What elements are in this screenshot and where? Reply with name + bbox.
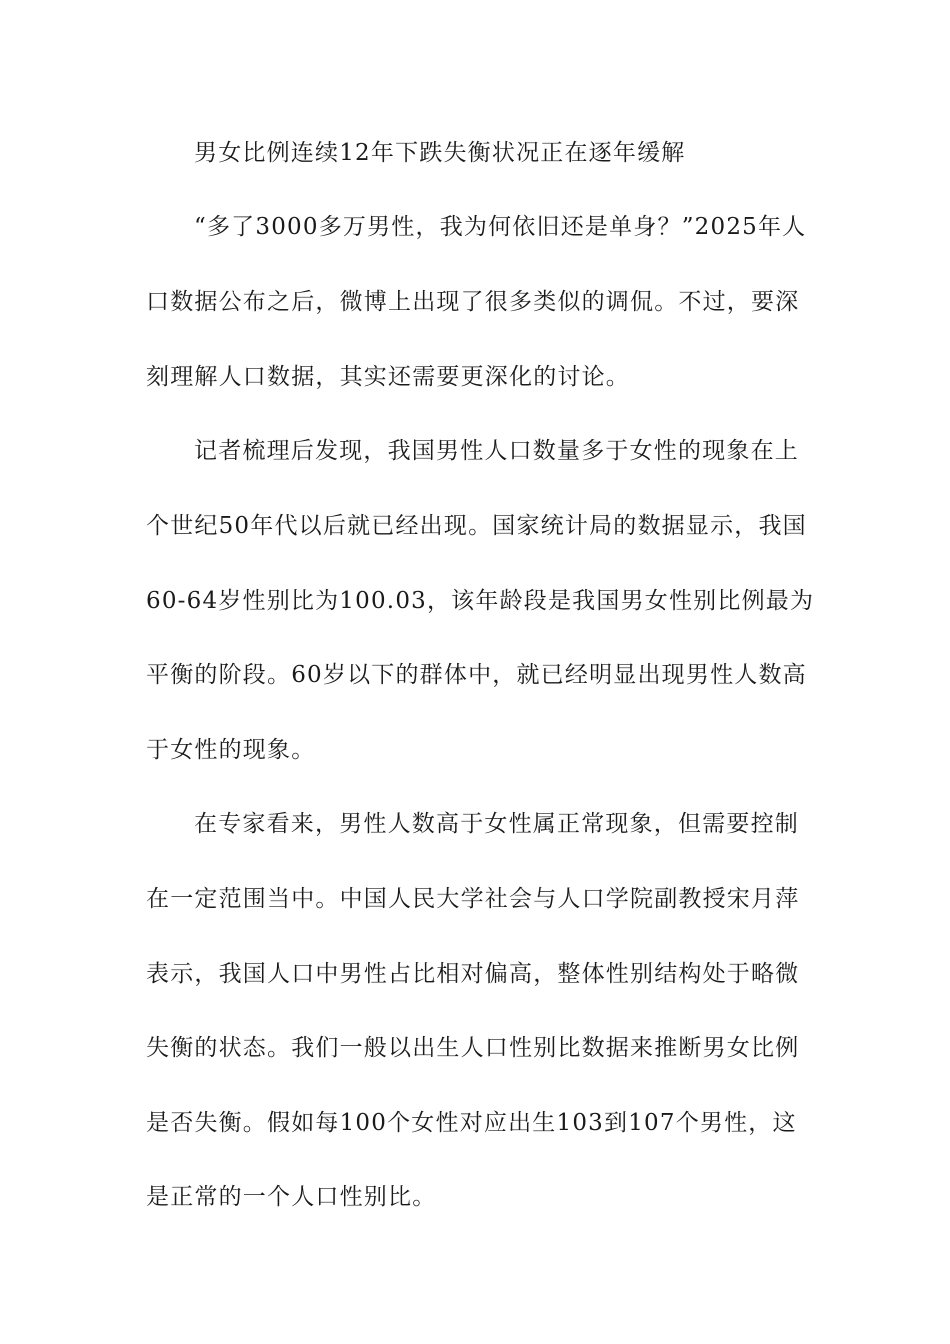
paragraph-2-line-3: 60-64岁性别比为100.03，该年龄段是我国男女性别比例最为 [146, 588, 815, 614]
paragraph-3-line-6: 是正常的一个人口性别比。 [146, 1184, 437, 1210]
paragraph-2-line-1: 记者梳理后发现，我国男性人口数量多于女性的现象在上 [194, 438, 799, 464]
paragraph-1-line-1: “多了3000多万男性，我为何依旧还是单身？”2025年人 [194, 214, 807, 240]
paragraph-3-line-2: 在一定范围当中。中国人民大学社会与人口学院副教授宋月萍 [146, 886, 800, 912]
paragraph-2-line-4: 平衡的阶段。60岁以下的群体中，就已经明显出现男性人数高 [146, 662, 807, 688]
paragraph-2-line-2: 个世纪50年代以后就已经出现。国家统计局的数据显示，我国 [146, 513, 807, 539]
document-title: 男女比例连续12年下跌失衡状况正在逐年缓解 [194, 140, 686, 166]
paragraph-1-line-3: 刻理解人口数据，其实还需要更深化的讨论。 [146, 364, 630, 390]
paragraph-1-line-2: 口数据公布之后，微博上出现了很多类似的调侃。不过，要深 [146, 289, 800, 315]
paragraph-3-line-5: 是否失衡。假如每100个女性对应出生103到107个男性，这 [146, 1110, 797, 1136]
paragraph-3-line-3: 表示，我国人口中男性占比相对偏高，整体性别结构处于略微 [146, 961, 800, 987]
paragraph-3-line-4: 失衡的状态。我们一般以出生人口性别比数据来推断男女比例 [146, 1035, 800, 1061]
paragraph-3-line-1: 在专家看来，男性人数高于女性属正常现象，但需要控制 [194, 811, 799, 837]
paragraph-2-line-5: 于女性的现象。 [146, 737, 316, 763]
